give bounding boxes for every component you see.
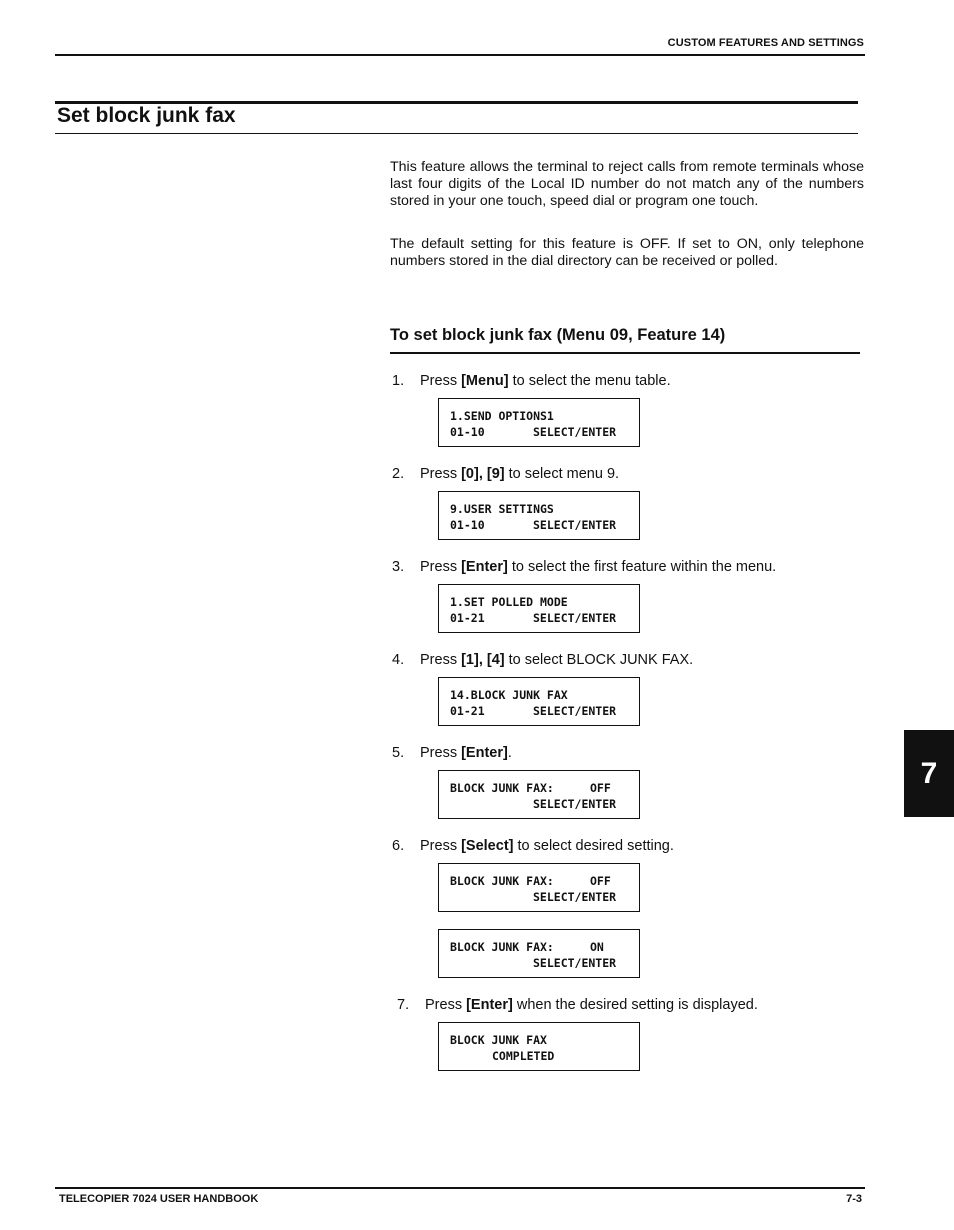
step-4: 4. Press [1], [4] to select BLOCK JUNK FAX. — [392, 652, 694, 668]
title-rule-bottom — [55, 133, 858, 134]
running-header: CUSTOM FEATURES AND SETTINGS — [667, 37, 864, 49]
step-7: 7. Press [Enter] when the desired setting is displayed. — [397, 997, 758, 1013]
lcd-display-8: BLOCK JUNK FAX COMPLETED — [438, 1022, 640, 1071]
procedure-heading: To set block junk fax (Menu 09, Feature 14) — [390, 326, 726, 344]
step-2: 2. Press [0], [9] to select menu 9. — [392, 466, 620, 482]
step-6: 6. Press [Select] to select desired setting. — [392, 838, 674, 854]
chapter-tab: 7 — [904, 730, 954, 817]
step-5: 5. Press [Enter]. — [392, 745, 512, 761]
subheading-rule — [390, 352, 860, 354]
page-title: Set block junk fax — [57, 104, 236, 127]
step-3: 3. Press [Enter] to select the first feature within the menu. — [392, 559, 777, 575]
key-enter: [Enter] — [461, 745, 508, 761]
footer-title: TELECOPIER 7024 USER HANDBOOK — [59, 1193, 259, 1205]
key-menu: [Menu] — [461, 373, 509, 389]
lcd-display-3: 1.SET POLLED MODE 01-21 SELECT/ENTER — [438, 584, 640, 633]
header-rule — [55, 54, 865, 56]
intro-paragraph-2: The default setting for this feature is OFF. If set to ON, only telephone numbers stored in the dial directory can be received or polled. — [390, 236, 864, 269]
lcd-display-6: BLOCK JUNK FAX: OFF SELECT/ENTER — [438, 863, 640, 912]
key-enter: [Enter] — [461, 559, 508, 575]
key-select: [Select] — [461, 838, 514, 854]
step-1: 1. Press [Menu] to select the menu table. — [392, 373, 671, 389]
lcd-display-5: BLOCK JUNK FAX: OFF SELECT/ENTER — [438, 770, 640, 819]
lcd-display-7: BLOCK JUNK FAX: ON SELECT/ENTER — [438, 929, 640, 978]
lcd-display-4: 14.BLOCK JUNK FAX 01-21 SELECT/ENTER — [438, 677, 640, 726]
key-1-4: [1], [4] — [461, 652, 505, 668]
key-0-9: [0], [9] — [461, 466, 505, 482]
footer-rule — [55, 1187, 865, 1189]
page-number: 7-3 — [846, 1193, 862, 1205]
key-enter: [Enter] — [466, 997, 513, 1013]
intro-paragraph-1: This feature allows the terminal to reject calls from remote terminals whose last four digits of the Local ID number do not match any of the numbers stored in your one touch, speed dial or program one touch. — [390, 159, 864, 209]
lcd-display-2: 9.USER SETTINGS 01-10 SELECT/ENTER — [438, 491, 640, 540]
lcd-display-1: 1.SEND OPTIONS1 01-10 SELECT/ENTER — [438, 398, 640, 447]
